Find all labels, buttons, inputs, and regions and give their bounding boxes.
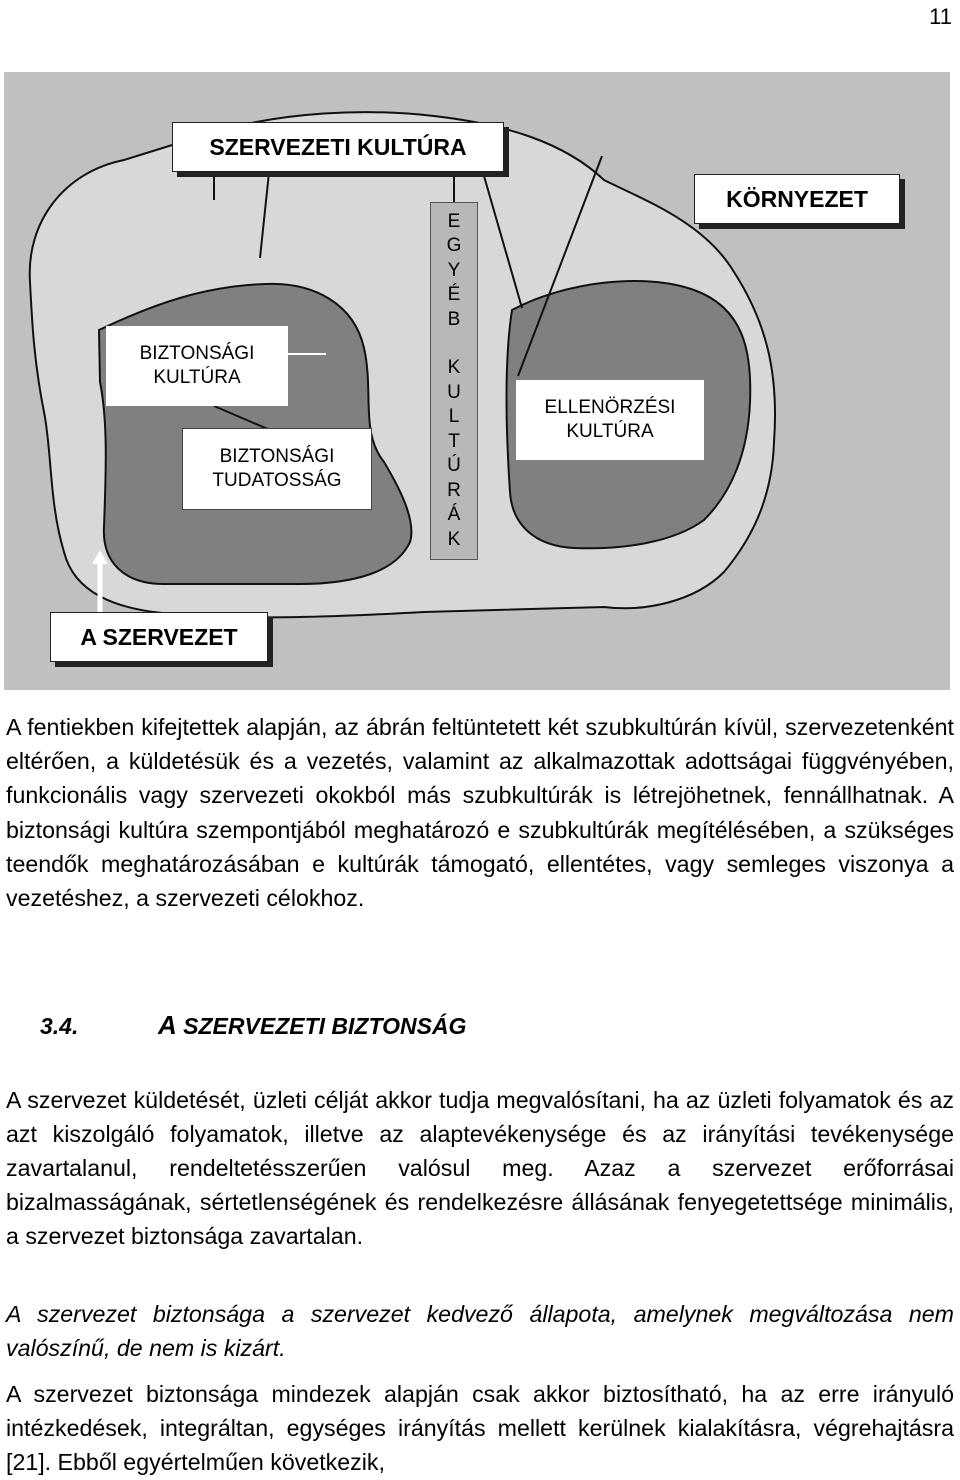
security-awareness-label: BIZTONSÁGI TUDATOSSÁG (182, 428, 372, 510)
letter: L (448, 406, 460, 428)
letter: T (448, 430, 460, 452)
letter: Y (447, 259, 461, 281)
paragraph-organization-security: A szervezet küldetését, üzleti célját akkor tudja megvalósítani, ha az üzleti folyamatok és az azt kiszolgáló folyamatok, illetve az alaptevékenysége és az irányítási tevékenysége zavartalanul, rendeltetésszerűen valósul meg. Azaz a szervezet erőforrásai bizalmasságának, sértetlenségének és rendelkezésre állásának fenyegetettsége minimális, a szervezet biztonsága zavartalan. (6, 1087, 954, 1249)
organization-label: A SZERVEZET (50, 612, 268, 662)
letter: G (446, 235, 462, 257)
organization-culture-label: SZERVEZETI KULTÚRA (172, 122, 504, 172)
letter: Á (447, 504, 461, 526)
paragraph-security-integration: A szervezet biztonsága mindezek alapján csak akkor biztosítható, ha az erre irányuló intézkedések, integráltan, egységes irányítás mellett kerülnek kialakításra, végrehajtásra [21]. Ebből egyértelműen következik, (6, 1381, 954, 1476)
paragraph-subcultures: A fentiekben kifejtettek alapján, az ábrán feltüntetett két szubkultúrán kívül, szervezetenként eltérően, a küldetésük és a vezetés, valamint az alkalmazottak adottságai függvényében, funkcionális vagy szervezeti okokból más szubkultúrák is létrejöhetnek, fennállhatnak. A biztonsági kultúra szempontjából meghatározó e szubkultúrák megítélésében, a szükséges teendők meghatározásában e kultúrák támogató, ellentétes, vagy semleges viszonya a vezetéshez, a szervezeti célokhoz. (6, 714, 954, 912)
organization-culture-diagram (4, 72, 950, 690)
letter: K (447, 357, 461, 379)
environment-label: KÖRNYEZET (694, 174, 900, 224)
other-cultures-vertical-label (430, 202, 478, 560)
letter: B (447, 308, 461, 330)
letter: Ú (447, 455, 461, 477)
security-culture-label: BIZTONSÁGI KULTÚRA (106, 326, 288, 406)
letter: E (447, 210, 461, 232)
section-title-first: A (158, 1010, 177, 1040)
paragraph-security-definition: A szervezet biztonsága a szervezet kedvező állapota, amelynek megváltozása nem valószínű, de nem is kizárt. (6, 1301, 954, 1362)
letter: U (447, 381, 461, 403)
section-heading (40, 1010, 466, 1041)
control-culture-label: ELLENÖRZÉSI KULTÚRA (516, 380, 704, 460)
page-number: 11 (929, 4, 952, 29)
letter: É (447, 284, 461, 306)
section-title-rest: SZERVEZETI BIZTONSÁG (176, 1013, 467, 1039)
letter: K (447, 528, 461, 550)
section-number: 3.4. (40, 1013, 79, 1039)
letter: R (447, 479, 461, 501)
